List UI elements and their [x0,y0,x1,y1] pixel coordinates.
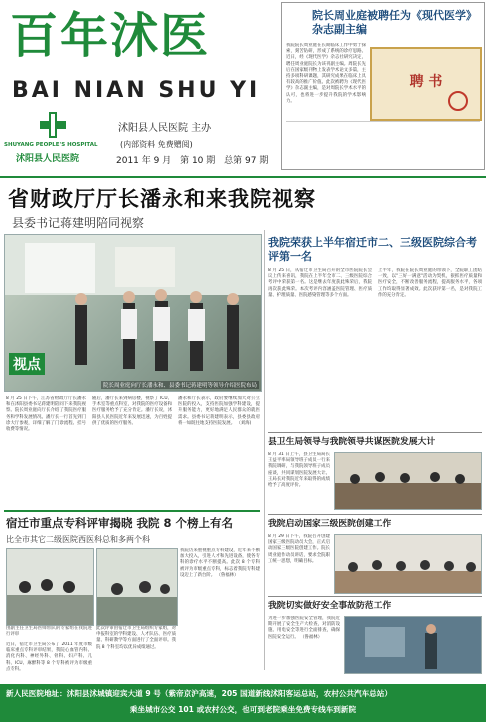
photo-credit: 院长周业庭向厅长潘永和、县委书记蒋建明等领导介绍医院布局 [102,383,257,389]
sec2-photo [334,534,482,594]
top-right-article [281,2,485,170]
sec2-headline: 我院启动国家三级医院创建工作 [268,519,392,529]
main-article-col2: 随后，潘厅长来到病房楼，视察了 ICU、手术室等重点科室，对我院的医疗设备和医疗服务给予了充分肯定。潘厅长说，沭阳县人民医院近年来发展迅速，为百姓提供了优质的医疗服务。 [92,396,172,426]
masthead-separator [0,176,486,178]
sec2-body: 8 月 29 日下午，我院召开创建国家三级医院动员大会，正式启动国家三级医院创建工作。院长周业庭作动员讲话，要求全院职工统一思想，明确目标。 [268,534,330,564]
right-top-col1: 8 月 25 日，从宿迁市卫生局召开的全市医院院长会议上传来喜讯，我院在上半年全市二、三级医院综合考评中荣获第一名。这是继去年度获此殊荣后，我院再次获此殊荣。本次考评内容涵盖医院管理、医疗质量、护理质量、医院感染管理等多个方面。 [268,268,372,298]
top-right-body: 我院院长周业庭在长期临床工作中勇于探索，刻苦钻研，形成了系统的诊疗思路。近日，经《现代医学》杂志社研究决定，聘任周业庭院长为该刊副主编。周院长先后在国家级刊物上发表学术论文多篇，主持多项科研课题，其研究成果在临床上具有较高的推广价值。此次被聘为《现代医学》杂志副主编，是对周院长学术水平的认可，也将进一步提升我院的学术影响力。 [286,43,366,104]
internal-note: (内部资料 免费赠阅) [120,140,193,149]
footer-transit: 乘坐城市公交 101 或农村公交，也可到老院乘坐免费专线车到新院 [129,705,357,714]
bottom-left-subhead: 比全市其它二级医院西医科总和多两个科 [6,535,150,544]
sponsor-text: 沭阳县人民医院 主办 [118,123,212,134]
bottom-left-col2: 此次评审由宿迁市卫生局组织专家组，对申报科室的学科建设、人才队伍、医疗质量、科研教学等方面进行了全面评审。我院 8 个科室均以优异成绩通过。 [96,626,176,650]
main-article-col3: 潘永和厅长表示，政府要继续加大对公立医院的投入，支持医院加强学科建设，提升服务能力，更好地满足人民群众的就医需求。县委书记蒋建明表示，县委县政府将一如既往地支持医院发展。 （刘海) [178,396,260,426]
main-article-col1: 8 月 25 日下午，江苏省财政厅厅长潘永和在沭阳县委书记蒋建明陪同下来我院视察。院长周业庭向厅长介绍了我院医疗服务和学科发展情况。潘厅长一行首先到门诊大厅参观，详细了解了门诊流程、挂号收费等情况。 [6,396,86,433]
footer-bar [0,684,486,722]
sec1-photo [334,452,482,510]
sec2-rule [268,514,482,515]
sec3-headline: 我院切实做好安全事故防范工作 [268,601,392,611]
masthead-pinyin: BAI NIAN SHU YI [12,78,261,103]
main-photo [4,234,262,392]
main-headline: 省财政厅厅长潘永和来我院视察 [8,187,316,211]
sec1-headline: 县卫生局领导与我院领导共谋医院发展大计 [268,437,436,447]
right-top-headline: 我院荣获上半年宿迁市二、三级医院综合考评第一名 [268,236,477,263]
issue-total: 总第 97 期 [224,156,269,166]
viewpoint-label: 视点 [9,353,45,375]
hospital-logo-icon [40,112,66,138]
sec3-photo [344,616,482,674]
issue-date: 2011 年 9 月 [116,156,172,166]
certificate-text: 聘 书 [409,74,443,90]
bottom-left-col1: 近日，宿迁市卫生局公布了 2011 年度市级临床重点专科评审结果，我院心血管内科、消化内科、神经外科、骨科、妇产科、儿科、ICU、麻醉科等 8 个专科被评为市级重点专科。 [6,642,92,672]
bottom-left-headline: 宿迁市重点专科评审揭晓 我院 8 个榜上有名 [6,516,234,530]
top-right-headline: 院长周业庭被聘任为《现代医学》杂志副主编 [312,9,477,36]
bottom-left-rule [4,510,260,512]
main-subhead: 县委书记蒋建明陪同视察 [12,216,145,230]
sec3-body: 为进一步加强医院安全管理，我院近期开展了安全生产大检查，对消防设施、用电安全等进行全面排查，确保医院安全运行。 （鲁福林） [268,616,340,640]
seal-icon [448,91,468,111]
sec1-body: 8 月 31 日上午，县卫生局局长王益平率局领导班子成员一行来我院调研，与我院领导班子成员座谈，共同谋划医院发展大计。王局长对我院近年来取得的成绩给予了高度评价。 [268,452,330,489]
bottom-left-photo-caption: 由副主任卫生局医师带队的专家组在我院进行评审 [6,626,92,638]
sec3-rule [268,596,482,597]
issue-line [116,153,268,166]
sec1-rule [268,432,482,433]
hospital-name-logo: 沭阳县人民医院 [16,154,80,164]
column-divider [264,230,265,670]
footer-address: 新人民医院地址：沭阳县沭城镇迎宾大道 9 号（紫帝京沪高速，205 国道新线沭阳客运总站，农村公共汽车总站） [6,689,392,698]
right-top-col2: 上半年，我院在院长周业庭的带领下，全院职工团结一致，以"三好一满意"活动为契机，狠抓医疗质量和医疗安全，不断改善服务流程，提高服务水平，各项工作均取得显著成效。此次获评第一名，是对我院工作的充分肯定。 [378,268,482,298]
certificate-image [370,47,482,121]
top-right-divider [286,121,480,122]
hospital-name-en: SHUYANG PEOPLE'S HOSPITAL [4,142,98,148]
masthead-title: 百年沭医 [10,8,211,64]
masthead [0,0,280,170]
issue-number: 第 10 期 [180,156,216,166]
bottom-left-photo [6,548,94,626]
bottom-left-col3: 我院历来重视重点专科建设，近年来不断加大投入，引进人才和先进设备，使各专科的诊疗水平不断提高。此次 8 个专科被评为市级重点专科，标志着我院专科建设迈上了新台阶。 （鲁福林） [180,548,260,578]
bottom-left-photo-2 [96,548,178,626]
